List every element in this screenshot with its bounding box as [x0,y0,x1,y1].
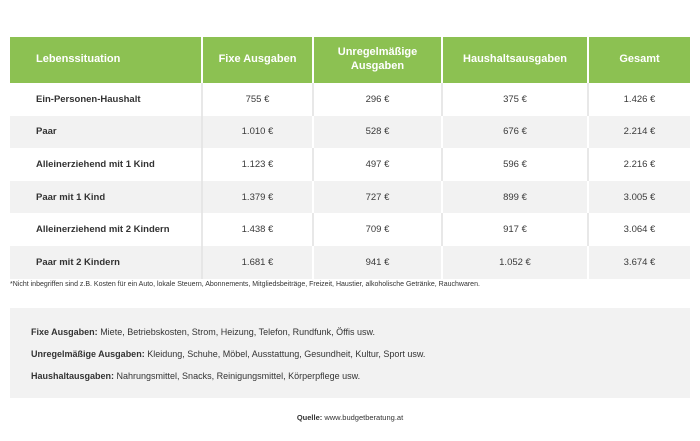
definition-fixe-ausgaben [31,326,690,348]
cell-fixe-ausgaben: 1.681 € [202,246,313,279]
source-term: Quelle: [296,413,323,422]
definition-haushaltausgaben [31,370,690,392]
row-label: Alleinerziehend mit 1 Kind [10,148,202,181]
table-row [10,116,690,149]
definition-term: Unregelmäßige Ausgaben: [31,349,145,359]
header-unregelmaessige-ausgaben [313,37,442,83]
header-gesamt: Gesamt [588,37,690,83]
cell-fixe-ausgaben: 1.438 € [202,213,313,246]
cell-gesamt: 3.005 € [588,181,690,214]
cell-fixe-ausgaben: 755 € [202,83,313,116]
definition-term: Haushaltausgaben: [31,371,115,381]
row-label: Paar mit 2 Kindern [10,246,202,279]
cell-unregelmaessige-ausgaben: 727 € [313,181,442,214]
cell-fixe-ausgaben: 1.379 € [202,181,313,214]
expenses-table-container [10,37,690,279]
cell-haushaltsausgaben: 375 € [442,83,588,116]
table-row [10,246,690,279]
source-line [0,413,700,422]
cell-unregelmaessige-ausgaben: 528 € [313,116,442,149]
table-header-row [10,37,690,83]
source-url: www.budgetberatung.at [322,413,404,422]
cell-unregelmaessige-ausgaben: 941 € [313,246,442,279]
cell-gesamt: 3.064 € [588,213,690,246]
header-haushaltsausgaben: Haushaltsausgaben [442,37,588,83]
header-lebenssituation: Lebenssituation [10,37,202,83]
footnote: *Nicht inbegriffen sind z.B. Kosten für ein Auto, lokale Steuern, Abonnements, Mitgliedsbeiträge, Freizeit, Haustier, alkoholische Getränke, Rauchwaren. [10,281,480,288]
table-row [10,213,690,246]
row-label: Alleinerziehend mit 2 Kindern [10,213,202,246]
table-row [10,148,690,181]
definition-text: Nahrungsmittel, Snacks, Reinigungsmittel, Körperpflege usw. [114,371,361,381]
row-label: Ein-Personen-Haushalt [10,83,202,116]
cell-gesamt: 2.214 € [588,116,690,149]
header-fixe-ausgaben: Fixe Ausgaben [202,37,313,83]
cell-unregelmaessige-ausgaben: 497 € [313,148,442,181]
cell-fixe-ausgaben: 1.010 € [202,116,313,149]
expenses-table [10,37,690,279]
definition-text: Miete, Betriebskosten, Strom, Heizung, Telefon, Rundfunk, Öffis usw. [97,327,375,337]
cell-gesamt: 3.674 € [588,246,690,279]
header-unregelmaessige-ausgaben-text: Unregelmäßige Ausgaben [337,46,418,72]
cell-haushaltsausgaben: 917 € [442,213,588,246]
cell-gesamt: 1.426 € [588,83,690,116]
cell-gesamt: 2.216 € [588,148,690,181]
cell-haushaltsausgaben: 899 € [442,181,588,214]
definitions-box [10,308,690,398]
definition-unregelmaessige-ausgaben [31,348,690,370]
table-row [10,83,690,116]
table-row [10,181,690,214]
cell-haushaltsausgaben: 596 € [442,148,588,181]
cell-haushaltsausgaben: 1.052 € [442,246,588,279]
cell-haushaltsausgaben: 676 € [442,116,588,149]
cell-unregelmaessige-ausgaben: 709 € [313,213,442,246]
definition-text: Kleidung, Schuhe, Möbel, Ausstattung, Gesundheit, Kultur, Sport usw. [144,349,426,359]
row-label: Paar [10,116,202,149]
cell-unregelmaessige-ausgaben: 296 € [313,83,442,116]
definition-term: Fixe Ausgaben: [31,327,98,337]
cell-fixe-ausgaben: 1.123 € [202,148,313,181]
row-label: Paar mit 1 Kind [10,181,202,214]
